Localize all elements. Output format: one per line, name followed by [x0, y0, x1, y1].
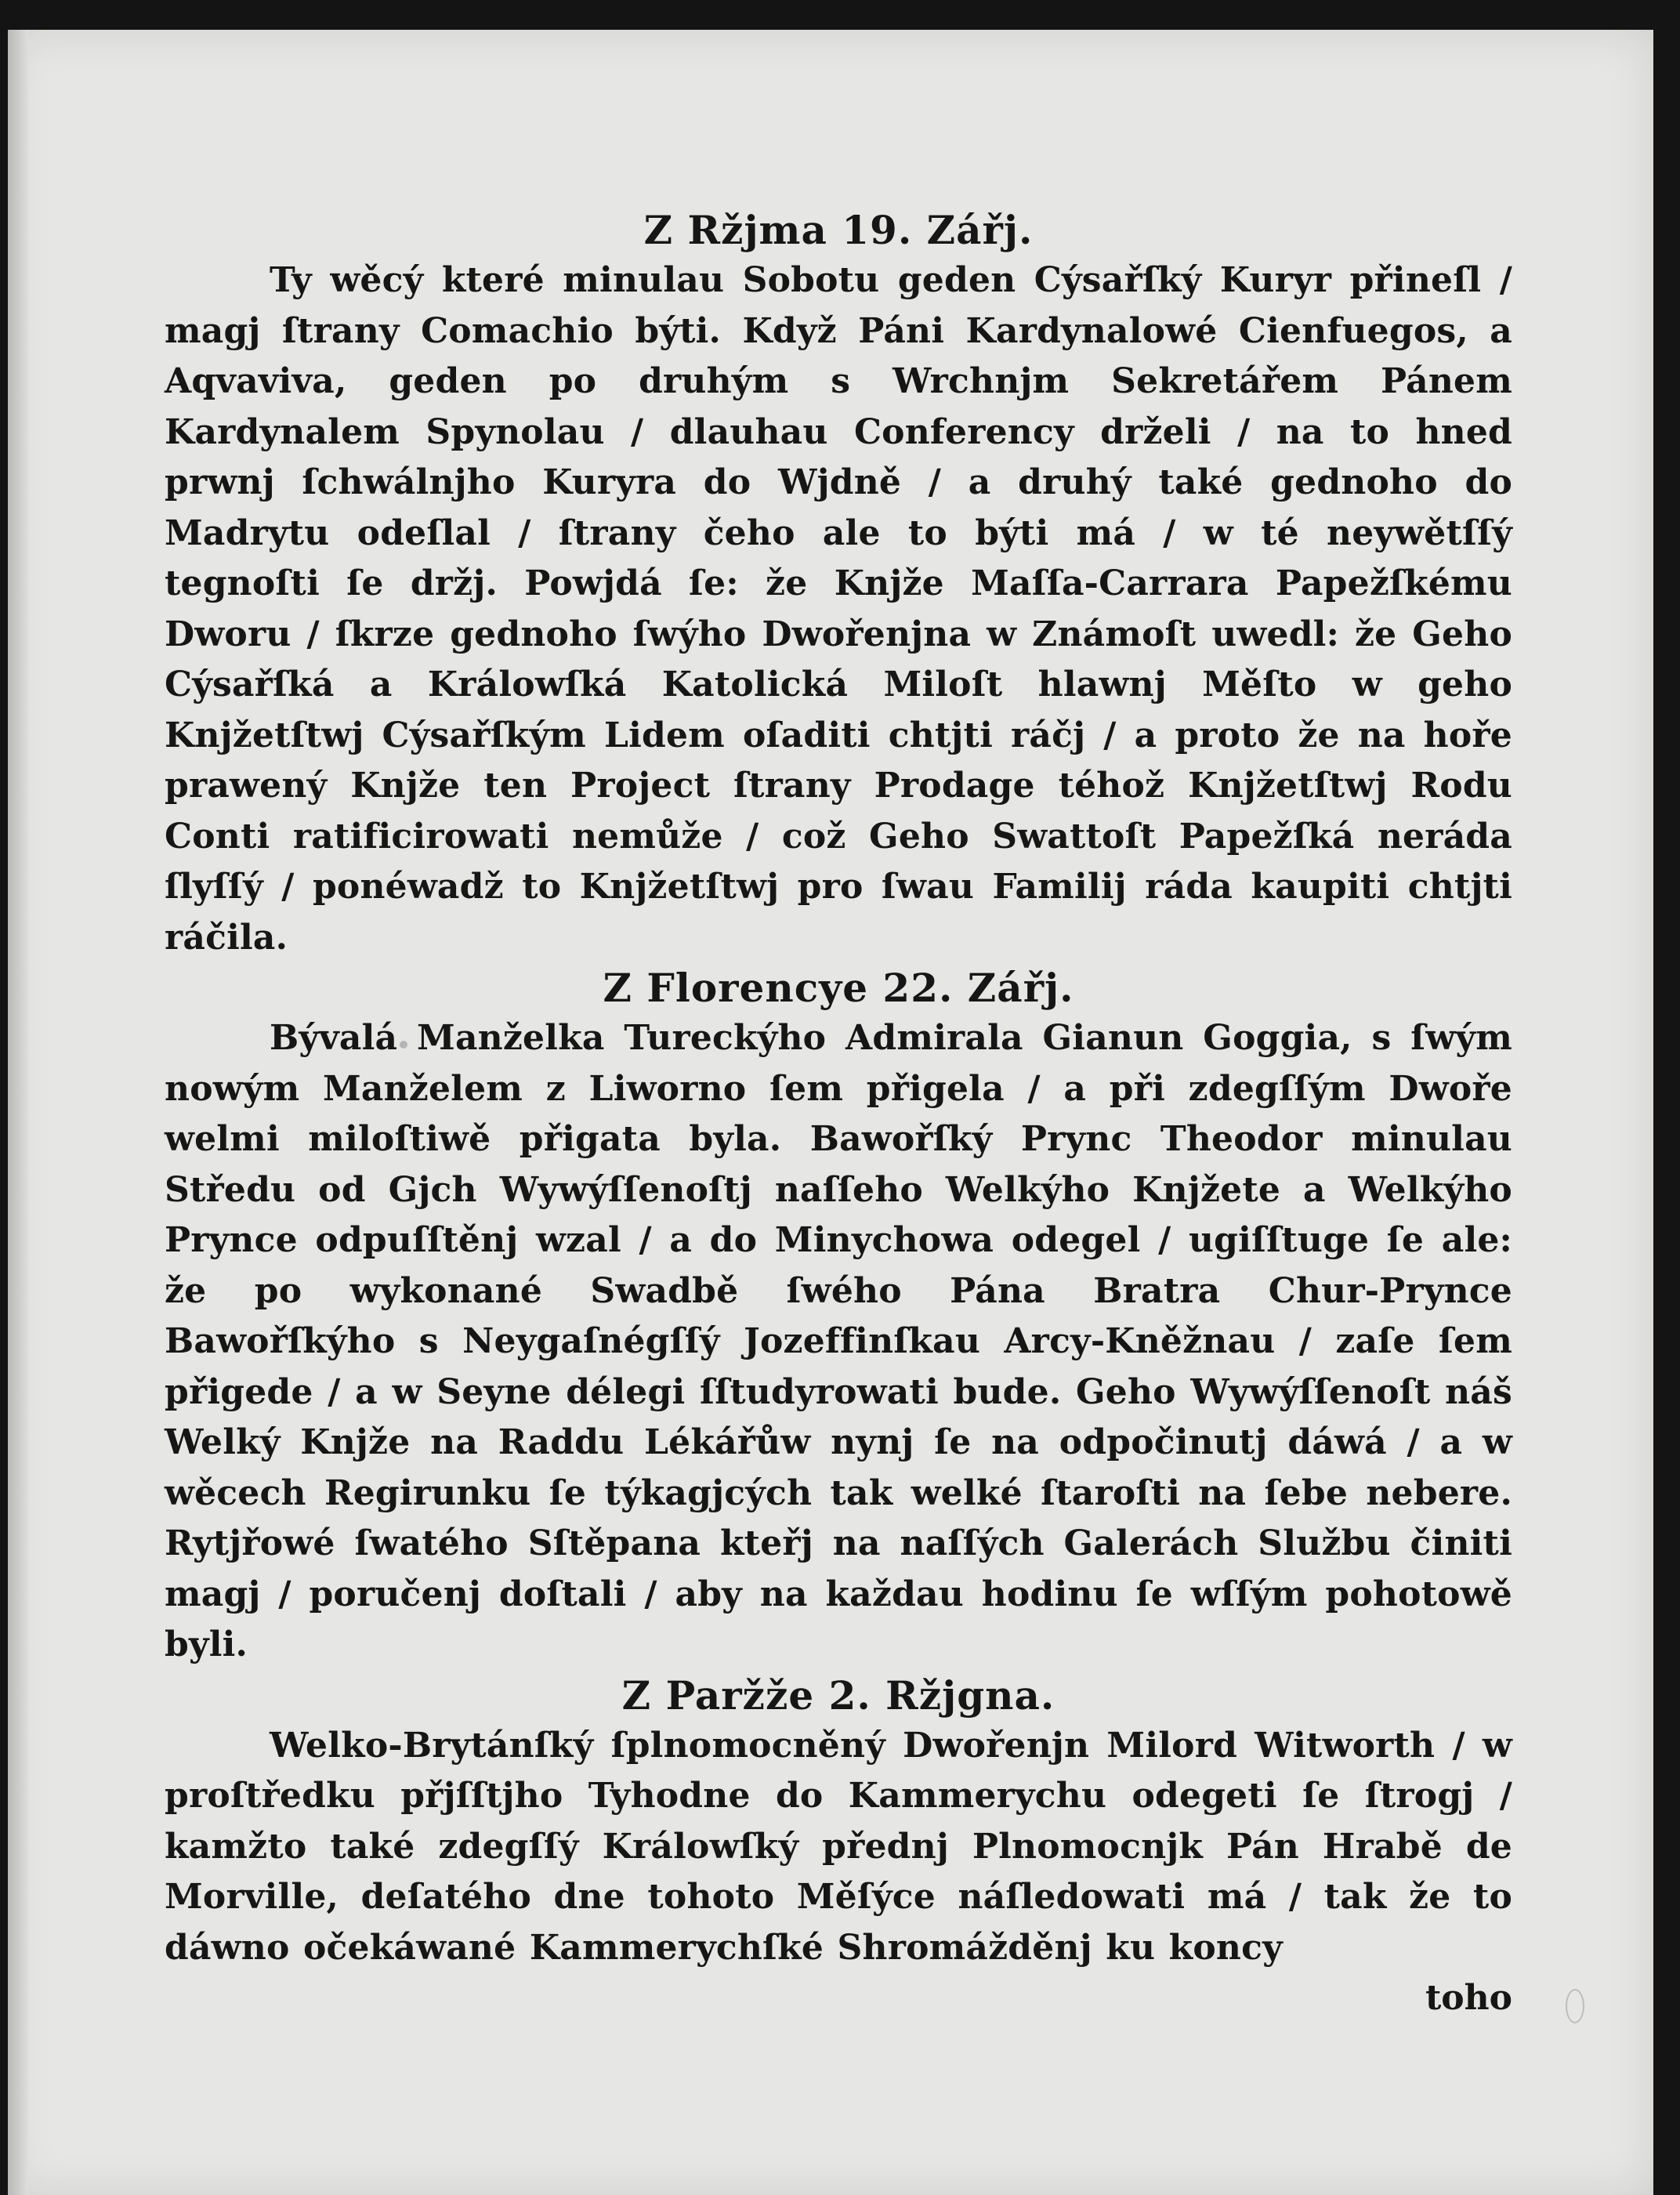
- section-heading: Z Florencye 22. Zářj.: [603, 965, 1074, 1011]
- page-binding-edge: [8, 30, 28, 2195]
- section-body: Welko-Brytánſký ſplnomocněný Dwořenjn Milord Witworth / w proſtředku přjſſtjho Tyhodne do Kammerychu odegeti ſe ſtrogj / kamžto také zdegſſý Králowſký přednj Plnomocnjk Pán Hrabě de Morville, deſatého dne tohoto Měſýce náſledowati má / tak že to dáwno očekáwané Kammerychſké Shromážděnj ku koncy: [165, 1725, 1512, 1968]
- margin-mark: [1566, 1989, 1584, 2023]
- news-section-rome: [165, 205, 1512, 963]
- catchword: toho: [1425, 1978, 1512, 2018]
- section-heading: Z Paržže 2. Ržjgna.: [621, 1672, 1055, 1719]
- text-block: [165, 205, 1512, 2023]
- section-heading: Z Ržjma 19. Zářj.: [643, 207, 1034, 253]
- news-section-florence: [165, 963, 1512, 1671]
- section-body: Bývalá Manželka Tureckýho Admirala Gianun Goggia, s ſwým nowým Manželem z Liworno ſem přigela / a při zdegſſým Dwoře welmi miloſtiwě přigata byla. Bawořſký Prync Theodor minulau Středu od Gjch Wywýſſenoſtj naſſeho Welkýho Knjžete a Welkýho Prynce odpuſſtěnj wzal / a do Minychowa odegel / ugiſſtuge ſe ale: že po wykonané Swadbě ſwého Pána Bratra Chur-Prynce Bawořſkýho s Neygaſnégſſý Jozeffinſkau Arcy-Kněžnau / zaſe ſem přigede / a w Seyne délegi ſſtudyrowati bude. Geho Wywýſſenoſt náš Welký Knjže na Raddu Lékářůw nynj ſe na odpočinutj dáwá / a w wěcech Regirunku ſe týkagjcých tak welké ſtaroſti na ſebe nebere. Rytjřowé ſwatého Sſtěpana kteřj na naſſých Galerách Službu činiti magj / poručenj doſtali / aby na každau hodinu ſe wſſým pohotowě byli.: [165, 1018, 1512, 1664]
- news-section-paris: [165, 1671, 1512, 2024]
- section-body: Ty wěcý které minulau Sobotu geden Cýsařſký Kuryr přineſl / magj ſtrany Comachio býti. Když Páni Kardynalowé Cienfuegos, a Aqvaviva, geden po druhým s Wrchnjm Sekretářem Pánem Kardynalem Spynolau / dlauhau Conferency drželi / na to hned prwnj ſchwálnjho Kuryra do Wjdně / a druhý také gednoho do Madrytu odeſlal / ſtrany čeho ale to býti má / w té neywětſſý tegnoſti ſe držj. Powjdá ſe: že Knjže Maſſa-Carrara Papežſkému Dworu / ſkrze gednoho ſwýho Dwořenjna w Známoſt uwedl: že Geho Cýsařſká a Králowſká Katolická Miloſt hlawnj Měſto w geho Knjžetſtwj Cýsařſkým Lidem oſaditi chtjti ráčj / a proto že na hoře prawený Knjže ten Project ſtrany Prodage téhož Knjžetſtwj Rodu Conti ratificirowati nemůže / což Geho Swattoſt Papežſká nerádа ſlyſſý / ponéwadž to Knjžetſtwj pro ſwau Familij ráda kaupiti chtjti ráčila.: [165, 260, 1512, 958]
